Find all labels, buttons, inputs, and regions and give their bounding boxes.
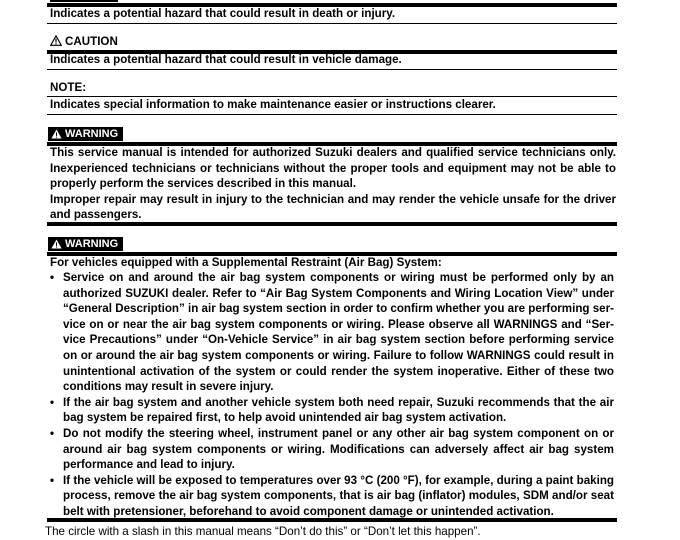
danger-bottom-rule: [47, 23, 617, 24]
bullet-icon: •: [50, 426, 55, 440]
bullet-icon: •: [50, 395, 55, 409]
caution-bottom-rule: [47, 69, 617, 70]
caution-definition: Indicates a potential hazard that could result in vehicle damage.: [50, 53, 402, 66]
bullet-text: [63, 395, 614, 426]
warning-1-bottom-rule: [47, 222, 617, 226]
list-item: [50, 270, 614, 395]
bullet-icon: •: [50, 271, 55, 284]
bullet-line: performance and lead to injury.: [63, 458, 235, 472]
warning-badge-1: [48, 127, 123, 141]
note-bottom-rule: [47, 114, 617, 115]
warning-1-line: Inexperienced technicians or technicians without the proper tools and equipment may not be able to: [50, 161, 616, 175]
warning-badge-1-text: WARNING: [65, 128, 119, 140]
note-definition: Indicates special information to make maintenance easier or instructions clearer.: [50, 98, 496, 111]
list-item: [50, 395, 614, 426]
caution-label: [50, 35, 118, 50]
warning-1-line: properly perform the services described in this manual.: [50, 177, 357, 191]
bullet-line: on or around the air bag system components or wiring. Failure to follow WARNINGS could result in: [63, 348, 614, 362]
footer-note: The circle with a slash in this manual means “Don’t do this” or “Don’t let this happen”.: [45, 525, 481, 538]
warning-1-line: Improper repair may result in injury to the technician and may render the vehicle unsafe for the driver: [50, 192, 616, 206]
bullet-text: [63, 426, 614, 473]
bullet-line: vice Precautions” under “On-Vehicle Service” in air bag system section before performing service: [63, 333, 614, 347]
bullet-text: [63, 270, 614, 395]
warning-badge-2: [48, 237, 123, 251]
danger-label-fragment: [50, 0, 118, 2]
warning-triangle-icon: [50, 35, 62, 50]
bullet-line: If the vehicle will be exposed to temperatures over 93 °C (200 °F), for example, during a paint baking: [63, 473, 614, 487]
warning-1-line: and passengers.: [50, 208, 142, 222]
warning-2-bullet-list: [50, 270, 614, 520]
danger-definition: Indicates a potential hazard that could result in death or injury.: [50, 7, 396, 20]
warning-2-intro: For vehicles equipped with a Supplemental Restraint (Air Bag) System:: [50, 256, 442, 269]
warning-triangle-icon: [51, 129, 62, 139]
bullet-line: If the air bag system and another vehicle system both need repair, Suzuki recommends that the air: [63, 395, 614, 409]
warning-1-line: This service manual is intended for authorized Suzuki dealers and qualified service technicians only.: [50, 146, 616, 159]
bullet-line: around air bag system components or wiring. Modifications can adversely affect air bag system: [63, 442, 614, 456]
list-item: [50, 426, 614, 473]
bullet-line: “General Description” in air bag system section in order to confirm whether you are performing ser-: [63, 302, 614, 316]
warning-triangle-icon: [51, 239, 62, 249]
list-item: [50, 473, 614, 520]
bullet-line: Do not modify the steering wheel, instrument panel or any other air bag system component on or: [63, 426, 614, 440]
bullet-line: conditions may result in severe injury.: [63, 380, 274, 394]
bullet-line: vice on or near the air bag system components or wiring. Please observe all WARNINGS and “Ser-: [63, 317, 614, 331]
bullet-line: authorized SUZUKI dealer. Refer to “Air Bag System Components and Wiring Location View” under: [63, 286, 614, 300]
bullet-icon: •: [50, 473, 55, 487]
bullet-line: belt with pretensioner, beforehand to avoid component damage or unintended activation.: [63, 504, 554, 518]
caution-label-text: CAUTION: [65, 35, 118, 48]
note-label: NOTE:: [50, 81, 87, 94]
bullet-line: bag system be repaired first, to help avoid unintended air bag system activation.: [63, 411, 507, 425]
warning-badge-2-text: WARNING: [65, 238, 119, 250]
bullet-line: Service on and around the air bag system components or wiring must be performed only by an: [63, 271, 614, 284]
bullet-line: process, remove the air bag system components, that is air bag (inflator) modules, SDM and/or seat: [63, 489, 614, 503]
bullet-line: unintentional activation of the system or could render the system inoperative. Either of these two: [63, 364, 614, 378]
bullet-text: [63, 473, 614, 520]
warning-2-bottom-rule: [47, 518, 617, 522]
warning-1-body: [50, 145, 616, 223]
